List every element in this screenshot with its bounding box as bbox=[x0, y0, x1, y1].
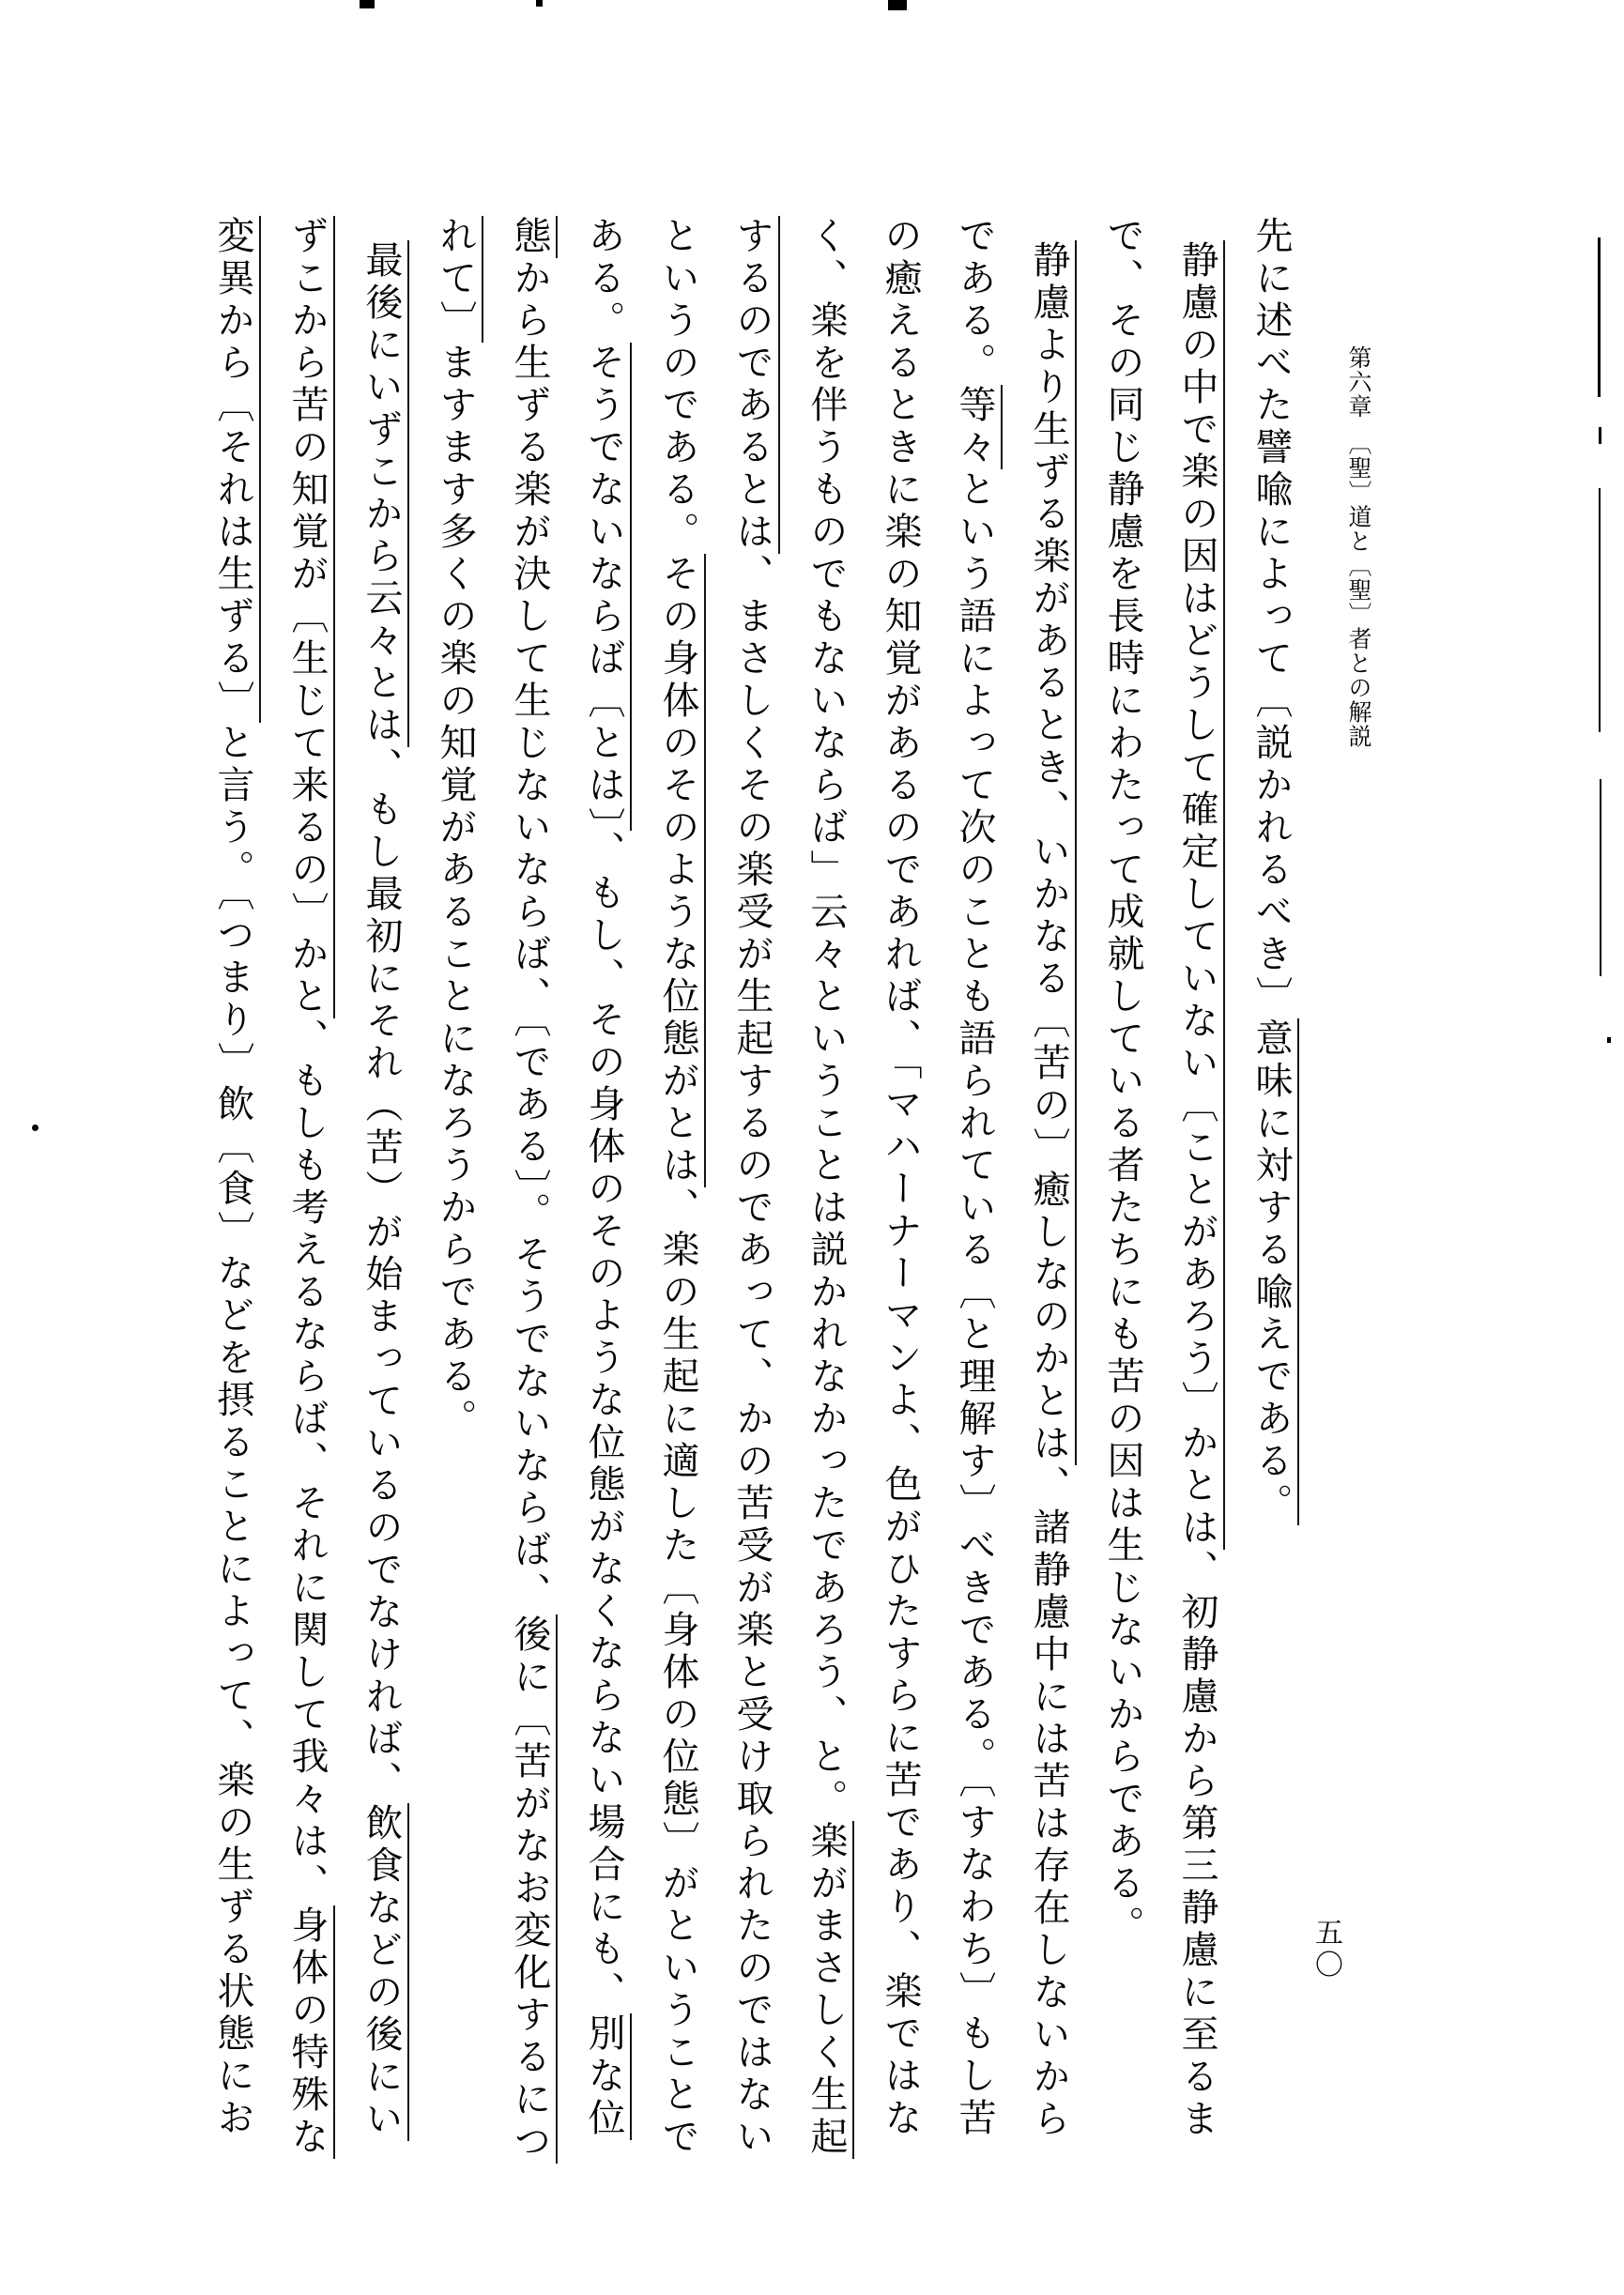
text-column bbox=[1233, 216, 1308, 2215]
emphasized-text: れて〕 bbox=[434, 216, 483, 343]
text-segment: 、楽の生起に適した〔身体の位態〕がということで bbox=[656, 1187, 699, 2159]
emphasized-text: 後に〔苦がなお変化するにつ bbox=[508, 1614, 558, 2164]
text-segment: の癒えるときに楽の知覚があるのであれば、「マハーナーマンよ、色がひたすらに苦であり、楽ではな bbox=[879, 216, 922, 2140]
scan-artifact bbox=[1607, 1037, 1611, 1043]
scan-artifact bbox=[1599, 488, 1601, 732]
scan-artifact bbox=[1600, 779, 1601, 976]
text-segment: ある。 bbox=[582, 216, 625, 343]
text-segment: 、もしも考えるならば、それに関して我々は、 bbox=[285, 1018, 329, 1905]
emphasized-text: 変異から〔それは生ずる〕 bbox=[211, 216, 261, 723]
text-column bbox=[344, 216, 418, 2215]
text-column bbox=[863, 216, 937, 2215]
emphasized-text: 最後にいずこから云々とは bbox=[360, 240, 409, 747]
text-column bbox=[937, 216, 1011, 2215]
text-column bbox=[418, 216, 492, 2215]
emphasized-text: するのであるとは bbox=[730, 216, 780, 554]
text-segment: ますます多くの楽の知覚があることになろうからである。 bbox=[434, 343, 477, 1441]
text-column bbox=[492, 216, 566, 2215]
scan-artifact bbox=[536, 0, 543, 7]
text-segment: 、もし、その身体のそのような位態がなくならない場合にも、 bbox=[582, 831, 625, 2013]
text-column bbox=[566, 216, 640, 2215]
emphasized-text: 静慮より生ずる楽があるとき、いかなる〔苦の〕癒しなのかとは bbox=[1027, 240, 1077, 1465]
text-column bbox=[1085, 216, 1159, 2215]
chapter-header: 第六章 〔聖〕道と〔聖〕者との解説 bbox=[1345, 345, 1372, 749]
text-column bbox=[195, 216, 269, 2215]
emphasized-text: 意味に対する喩えである。 bbox=[1249, 1018, 1299, 1525]
text-column bbox=[714, 216, 789, 2215]
text-column bbox=[1011, 216, 1085, 2215]
text-column bbox=[269, 216, 344, 2215]
emphasized-text: 等々 bbox=[953, 385, 1003, 469]
page-number: 五〇 bbox=[1310, 1918, 1342, 1981]
text-segment: 、もし最初にそれ（苦）が始まっているのでなければ、 bbox=[360, 747, 403, 1803]
scan-artifact bbox=[32, 1125, 38, 1131]
emphasized-text: 身体の特殊な bbox=[285, 1905, 335, 2159]
emphasized-text: 別な位 bbox=[582, 2013, 632, 2140]
emphasized-text: 静慮の中で楽の因はどうして確定していない〔ことがあろう〕かとは bbox=[1175, 240, 1225, 1550]
text-segment: 先に述べた譬喩によって〔説かれるべき〕 bbox=[1249, 216, 1293, 1018]
text-segment: という語によって次のことも語られている〔と理解す〕べきである。〔すなわち〕もし苦 bbox=[953, 469, 996, 2140]
scan-artifact bbox=[888, 0, 907, 10]
text-segment: から生ずる楽が決して生じないならば、〔である〕。そうでないならば、 bbox=[508, 258, 551, 1614]
scan-artifact bbox=[360, 0, 375, 8]
text-segment: である。 bbox=[953, 216, 996, 385]
text-segment: 、初静慮から第三静慮に至るま bbox=[1175, 1550, 1218, 2141]
text-segment: で、その同じ静慮を長時にわたって成就している者たちにも苦の因は生じないからである。 bbox=[1101, 216, 1144, 1948]
emphasized-text: ずこから苦の知覚が〔生じて来るの〕かと bbox=[285, 216, 335, 1018]
text-segment: 、諸静慮中には苦は存在しないから bbox=[1027, 1465, 1070, 2141]
scan-artifact bbox=[1599, 427, 1601, 444]
scan-artifact bbox=[1598, 237, 1601, 397]
emphasized-text: その身体のそのような位態がとは bbox=[656, 554, 706, 1187]
body-text bbox=[181, 216, 1308, 2215]
text-column bbox=[789, 216, 863, 2215]
text-column bbox=[640, 216, 714, 2215]
emphasized-text: そうでないならば〔とは〕 bbox=[582, 343, 632, 831]
emphasized-text: 態 bbox=[508, 216, 558, 258]
text-segment: く、楽を伴うものでもないならば」云々ということは説かれなかったであろう、と。 bbox=[804, 216, 848, 1821]
text-segment: 、まさしくその楽受が生起するのであって、かの苦受が楽と受け取られたのではない bbox=[730, 554, 774, 2159]
text-segment: というのである。 bbox=[656, 216, 699, 554]
emphasized-text: 飲食などの後にい bbox=[360, 1803, 409, 2141]
text-segment: と言う。〔つまり〕飲〔食〕などを摂ることによって、楽の生ずる状態にお bbox=[211, 723, 254, 2140]
text-column bbox=[1159, 216, 1233, 2215]
emphasized-text: 楽がまさしく生起 bbox=[804, 1821, 854, 2159]
